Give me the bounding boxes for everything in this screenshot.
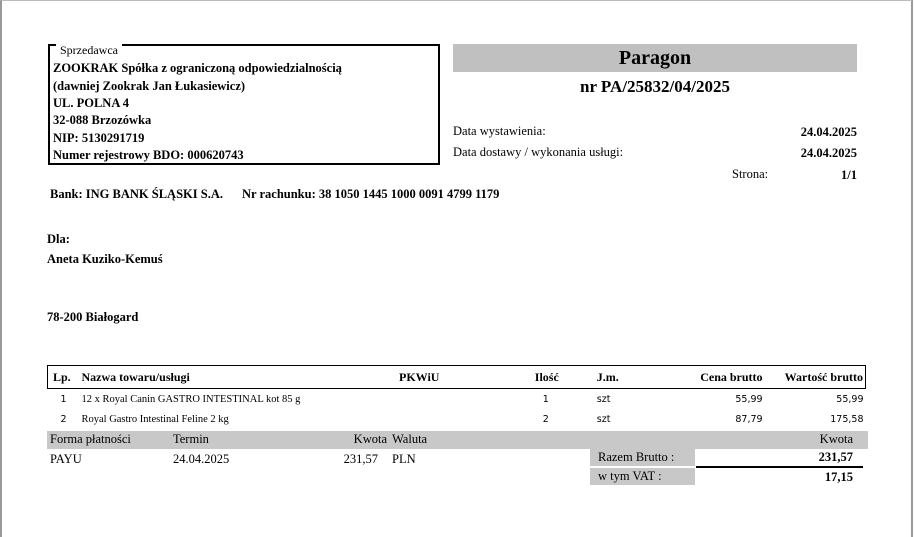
seller-nip: NIP: 5130291719 — [53, 131, 145, 145]
seller-name: ZOOKRAK Spółka z ograniczoną odpowiedzialnością — [53, 61, 342, 75]
row-total: 55,99 — [836, 393, 864, 405]
payment-amount-value: 231,57 — [343, 452, 378, 466]
vat-label: w tym VAT : — [590, 468, 695, 485]
row-unit: szt — [596, 413, 611, 425]
issue-date-label: Data wystawienia: — [453, 124, 546, 138]
items-header-row — [48, 366, 866, 389]
header-name: Nazwa towaru/usługi — [79, 366, 389, 389]
issue-date-value: 24.04.2025 — [800, 125, 857, 139]
payment-currency-value: PLN — [392, 452, 416, 466]
payment-amount-label: Kwota — [353, 432, 387, 446]
header-quantity: Ilość — [501, 366, 571, 389]
table-row — [48, 409, 866, 429]
summary-amount-header: Kwota — [819, 432, 853, 446]
gross-total-label: Razem Brutto : — [590, 449, 695, 466]
header-total: Wartość brutto — [771, 366, 866, 389]
row-unit-price: 55,99 — [735, 393, 763, 405]
payment-method-value: PAYU — [50, 452, 82, 466]
buyer-name: Aneta Kuziko-Kemuś — [47, 252, 163, 266]
document-title: Paragon — [453, 44, 857, 72]
seller-legend: Sprzedawca — [56, 43, 122, 58]
row-unit-price: 87,79 — [735, 413, 763, 425]
header-lp: Lp. — [48, 366, 80, 389]
bank-account: Nr rachunku: 38 1050 1445 1000 0091 4799 1179 — [242, 187, 500, 201]
row-lp: 1 — [60, 393, 67, 405]
header-unit: J.m. — [571, 366, 656, 389]
bank-name: Bank: ING BANK ŚLĄSKI S.A. — [50, 187, 223, 201]
header-unit-price: Cena brutto — [656, 366, 771, 389]
header-pkwiu: PKWiU — [389, 366, 501, 389]
payment-method-label: Forma płatności — [50, 432, 131, 446]
payment-term-value: 24.04.2025 — [173, 452, 230, 466]
seller-city: 32-088 Brzozówka — [53, 113, 152, 127]
row-pkwiu — [389, 409, 501, 429]
vat-value: 17,15 — [824, 470, 853, 484]
delivery-date-label: Data dostawy / wykonania usługi: — [453, 145, 624, 159]
table-row — [48, 389, 866, 410]
row-product-name: Royal Gastro Intestinal Feline 2 kg — [81, 413, 229, 425]
seller-former-name: (dawniej Zookrak Jan Łukasiewicz) — [53, 79, 246, 93]
row-product-name: 12 x Royal Canin GASTRO INTESTINAL kot 85 g — [81, 393, 301, 405]
payment-currency-label: Waluta — [392, 432, 428, 446]
payment-term-label: Termin — [173, 432, 209, 446]
delivery-date-value: 24.04.2025 — [800, 146, 857, 160]
summary-divider — [696, 466, 863, 468]
row-quantity: 2 — [542, 413, 549, 425]
seller-street: UL. POLNA 4 — [53, 96, 130, 110]
payment-header-bar — [47, 431, 868, 449]
buyer-label: Dla: — [47, 232, 70, 246]
row-total: 175,58 — [830, 413, 864, 425]
row-lp: 2 — [60, 413, 67, 425]
document-number: nr PA/25832/04/2025 — [579, 77, 730, 96]
row-unit: szt — [596, 393, 611, 405]
row-pkwiu — [389, 389, 501, 410]
row-quantity: 1 — [542, 393, 549, 405]
page-value: 1/1 — [841, 168, 857, 182]
buyer-city: 78-200 Białogard — [47, 310, 139, 324]
gross-total-value: 231,57 — [818, 450, 853, 464]
items-table — [47, 365, 866, 429]
page-label: Strona: — [732, 167, 769, 181]
seller-bdo: Numer rejestrowy BDO: 000620743 — [53, 148, 244, 162]
